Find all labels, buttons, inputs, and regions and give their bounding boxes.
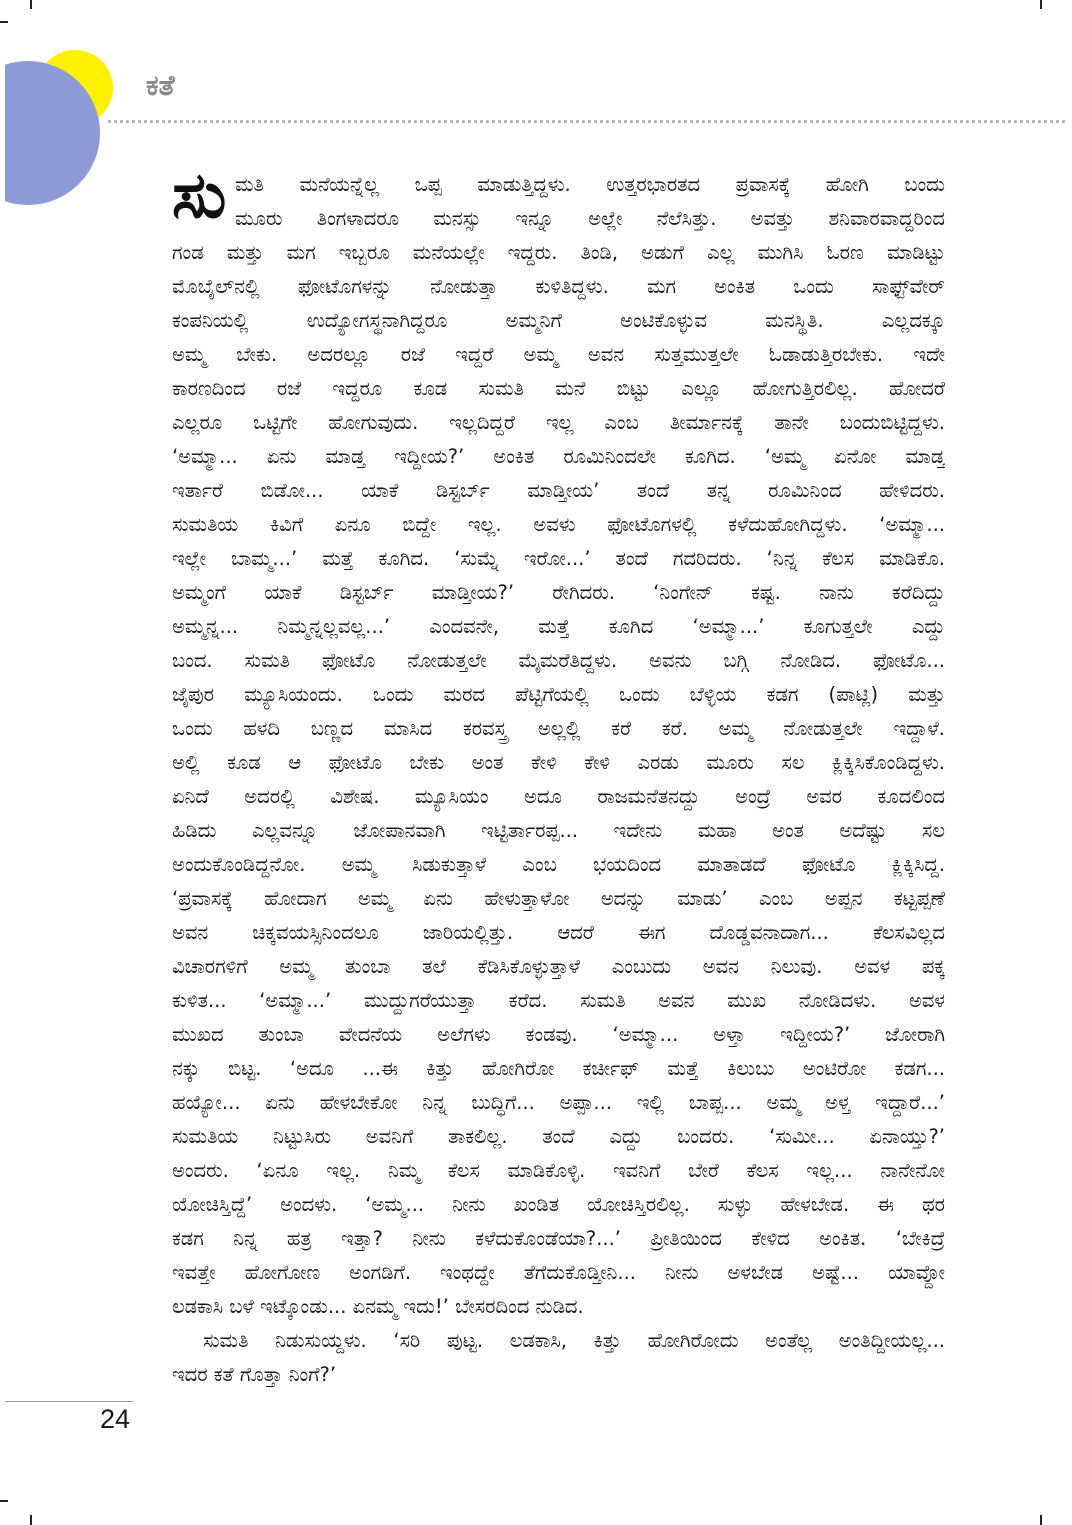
- story-text-line: ಎಲ್ಲರೂ ಒಟ್ಟಿಗೇ ಹೋಗುವುದು. ಇಲ್ಲದಿದ್ದರೆ ಇಲ್ಲ ಎಂಬ ತೀರ್ಮಾನಕ್ಕೆ ತಾನೇ ಬಂದುಬಿಟ್ಟಿದ್ದಳು.: [172, 411, 945, 434]
- crop-mark: [30, 1515, 32, 1525]
- story-text-line: ವಿಚಾರಗಳಿಗೆ ಅಮ್ಮ ತುಂಬಾ ತಲೆ ಕೆಡಿಸಿಕೊಳ್ಳುತ್ತಾಳೆ ಎಂಬುದು ಅವನ ನಿಲುವು. ಅವಳ ಪಕ್ಕ: [172, 955, 945, 978]
- story-text-line: ‘ಪ್ರವಾಸಕ್ಕೆ ಹೋದಾಗ ಅಮ್ಮ ಏನು ಹೇಳುತ್ತಾಳೋ ಅದನ್ನು ಮಾಡು’ ಎಂಬ ಅಪ್ಪನ ಕಟ್ಟಪ್ಪಣೆ: [172, 887, 945, 910]
- story-body: [172, 159, 945, 1392]
- story-text-line: ಇಲ್ಲೇ ಬಾಮ್ಮ...’ ಮತ್ತೆ ಕೂಗಿದ. ‘ಸುಮ್ನೆ ಇರೋ...’ ತಂದೆ ಗದರಿದರು. ‘ನಿನ್ನ ಕೆಲಸ ಮಾಡಿಕೊ.: [172, 547, 945, 570]
- story-text-line: ಸುಮತಿಯ ನಿಟ್ಟುಸಿರು ಅವನಿಗೆ ತಾಕಲಿಲ್ಲ. ತಂದೆ ಎದ್ದು ಬಂದರು. ‘ಸುಮೀ... ಏನಾಯ್ತು?’: [172, 1125, 945, 1148]
- story-text-line: ಜೈಪುರ ಮ್ಯೂಸಿಯಂದು. ಒಂದು ಮರದ ಪೆಟ್ಟಿಗೆಯಲ್ಲಿ ಒಂದು ಬೆಳ್ಳಿಯ ಕಡಗ (ಪಾಟ್ಲಿ) ಮತ್ತು: [172, 683, 945, 706]
- dotted-divider: [108, 120, 1065, 123]
- story-text-line: ಹಯ್ಯೋ... ಏನು ಹೇಳಬೇಕೋ ನಿನ್ನ ಬುದ್ಧಿಗೆ... ಅಪ್ಪಾ... ಇಲ್ಲಿ ಬಾಪ್ಪ... ಅಮ್ಮ ಅಳ್ತ ಇದ್ದಾರೆ...’: [172, 1091, 945, 1114]
- story-text-line: ಅಮ್ಮನ್ನ... ನಿಮ್ಮನ್ನಲ್ಲವಲ್ಲ...’ ಎಂದವನೇ, ಮತ್ತೆ ಕೂಗಿದ ‘ಅಮ್ಮಾ...’ ಕೂಗುತ್ತಲೇ ಎದ್ದು: [172, 615, 945, 638]
- story-text-line: ಒಂದು ಹಳದಿ ಬಣ್ಣದ ಮಾಸಿದ ಕರವಸ್ತ್ರ ಅಲ್ಲಲ್ಲಿ ಕರೆ ಕರೆ. ಅಮ್ಮ ನೋಡುತ್ತಲೇ ಇದ್ದಾಳೆ.: [172, 717, 945, 740]
- story-text-line: ಅಂದರು. ‘ಏನೂ ಇಲ್ಲ. ನಿಮ್ಮ ಕೆಲಸ ಮಾಡಿಕೊಳ್ಳಿ. ಇವನಿಗೆ ಬೇರೆ ಕೆಲಸ ಇಲ್ಲ... ನಾನೇನೋ: [172, 1159, 945, 1182]
- story-text-line: ಅಲ್ಲಿ ಕೂಡ ಆ ಫೋಟೊ ಬೇಕು ಅಂತ ಕೇಳಿ ಕೇಳಿ ಎರಡು ಮೂರು ಸಲ ಕ್ಲಿಕ್ಕಿಸಿಕೊಂಡಿದ್ದಳು.: [172, 751, 945, 774]
- story-text-line: ಅಂದುಕೊಂಡಿದ್ದನೋ. ಅಮ್ಮ ಸಿಡುಕುತ್ತಾಳೆ ಎಂಬ ಭಯದಿಂದ ಮಾತಾಡದೆ ಫೋಟೊ ಕ್ಲಿಕ್ಕಿಸಿದ್ದ.: [172, 853, 945, 876]
- story-text-line: ಕುಳಿತ... ‘ಅಮ್ಮಾ...’ ಮುದ್ದುಗರೆಯುತ್ತಾ ಕರೆದ. ಸುಮತಿ ಅವನ ಮುಖ ನೋಡಿದಳು. ಅವಳ: [172, 989, 945, 1012]
- story-text-line: ಕಡಗ ನಿನ್ನ ಹತ್ರ ಇತ್ತಾ? ನೀನು ಕಳೆದುಕೊಂಡೆಯಾ?...’ ಪ್ರೀತಿಯಿಂದ ಕೇಳಿದ ಅಂಕಿತ. ‘ಬೇಕಿದ್ರೆ: [172, 1227, 945, 1250]
- story-text-line: ಸುಮತಿ ನಿಡುಸುಯ್ದಳು. ‘ಸರಿ ಪುಟ್ಟ. ಲಡಕಾಸಿ, ಕಿತ್ತು ಹೋಗಿರೋದು ಅಂತೆಲ್ಲ ಅಂತಿದ್ದೀಯಲ್ಲ...: [203, 1329, 945, 1352]
- story-text-line: ಅವನ ಚಿಕ್ಕವಯಸ್ಸಿನಿಂದಲೂ ಜಾರಿಯಲ್ಲಿತ್ತು. ಆದರೆ ಈಗ ದೊಡ್ಡವನಾದಾಗ... ಕೆಲಸವಿಲ್ಲದ: [172, 921, 945, 944]
- story-text-line: ಲಡಕಾಸಿ ಬಳೆ ಇಟ್ಕೊಂಡು... ಏನಮ್ಮ ಇದು!’ ಬೇಸರದಿಂದ ನುಡಿದ.: [172, 1295, 584, 1318]
- story-text-line: ಇದರ ಕತೆ ಗೊತ್ತಾ ನಿಂಗೆ?’: [172, 1363, 337, 1386]
- drop-cap: ಸು: [172, 159, 227, 233]
- story-text-line: ಮೂರು ತಿಂಗಳಾದರೂ ಮನಸ್ಸು ಇನ್ನೂ ಅಲ್ಲೇ ನೆಲೆಸಿತ್ತು. ಅವತ್ತು ಶನಿವಾರವಾದ್ದರಿಂದ: [235, 207, 945, 230]
- story-text-line: ಗಂಡ ಮತ್ತು ಮಗ ಇಬ್ಬರೂ ಮನೆಯಲ್ಲೇ ಇದ್ದರು. ತಿಂಡಿ, ಅಡುಗೆ ಎಲ್ಲ ಮುಗಿಸಿ ಓರಣ ಮಾಡಿಟ್ಟು: [172, 241, 945, 264]
- story-text-line: ಇವತ್ತೇ ಹೋಗೋಣ ಅಂಗಡಿಗೆ. ಇಂಥದ್ದೇ ತೆಗೆದುಕೊಡ್ತೀನಿ... ನೀನು ಅಳಬೇಡ ಅಷ್ಟೆ... ಯಾವ್ದೋ: [172, 1261, 945, 1284]
- story-text-line: ಸುಮತಿಯ ಕಿವಿಗೆ ಏನೂ ಬಿದ್ದೇ ಇಲ್ಲ. ಅವಳು ಫೋಟೊಗಳಲ್ಲಿ ಕಳೆದುಹೋಗಿದ್ದಳು. ‘ಅಮ್ಮಾ...: [172, 513, 945, 536]
- story-text-line: ಹಿಡಿದು ಎಲ್ಲವನ್ನೂ ಜೋಪಾನವಾಗಿ ಇಟ್ಟಿರ್ತಾರಪ್ಪ... ಇದೇನು ಮಹಾ ಅಂತ ಅದೆಷ್ಟು ಸಲ: [172, 819, 945, 842]
- story-text-line: ಏನಿದೆ ಅದರಲ್ಲಿ ವಿಶೇಷ. ಮ್ಯೂಸಿಯಂ ಅದೂ ರಾಜಮನೆತನದ್ದು ಅಂದ್ರೆ ಅವರ ಕೂದಲಿಂದ: [172, 785, 945, 808]
- story-text-line: ಬಂದ. ಸುಮತಿ ಫೋಟೊ ನೋಡುತ್ತಲೇ ಮೈಮರೆತಿದ್ದಳು. ಅವನು ಬಗ್ಗಿ ನೋಡಿದ. ಫೋಟೊ...: [172, 649, 945, 672]
- story-text-line: ಮೊಬೈಲ್‌ನಲ್ಲಿ ಫೋಟೊಗಳನ್ನು ನೋಡುತ್ತಾ ಕುಳಿತಿದ್ದಳು. ಮಗ ಅಂಕಿತ ಒಂದು ಸಾಫ್ಟ್‌ವೇರ್: [172, 275, 945, 298]
- footer-divider: [5, 1401, 133, 1402]
- crop-mark: [1040, 0, 1042, 9]
- story-text-line: ಮತಿ ಮನೆಯನ್ನೆಲ್ಲ ಒಪ್ಪ ಮಾಡುತ್ತಿದ್ದಳು. ಉತ್ತರಭಾರತದ ಪ್ರವಾಸಕ್ಕೆ ಹೋಗಿ ಬಂದು: [235, 173, 945, 196]
- crop-mark: [0, 1500, 8, 1502]
- crop-mark: [1040, 1515, 1042, 1525]
- story-text-line: ನಕ್ಕು ಬಿಟ್ಟ. ‘ಅದೂ ...ಈ ಕಿತ್ತು ಹೋಗಿರೋ ಕರ್ಚೀಫ್ ಮತ್ತೆ ಕಿಲುಬು ಅಂಟಿರೋ ಕಡಗ...: [172, 1057, 945, 1080]
- story-text-line: ‘ಅಮ್ಮಾ... ಏನು ಮಾಡ್ತ ಇದ್ದೀಯ?’ ಅಂಕಿತ ರೂಮಿನಿಂದಲೇ ಕೂಗಿದ. ‘ಅಮ್ಮ ಏನೋ ಮಾಡ್ತ: [172, 445, 945, 468]
- story-text-line: ಮುಖದ ತುಂಬಾ ವೇದನೆಯ ಅಲೆಗಳು ಕಂಡವು. ‘ಅಮ್ಮಾ... ಅಳ್ತಾ ಇದ್ದೀಯ?’ ಜೋರಾಗಿ: [172, 1023, 945, 1046]
- story-text-line: ಕಾರಣದಿಂದ ರಜೆ ಇದ್ದರೂ ಕೂಡ ಸುಮತಿ ಮನೆ ಬಿಟ್ಟು ಎಲ್ಲೂ ಹೋಗುತ್ತಿರಲಿಲ್ಲ. ಹೋದರೆ: [172, 377, 945, 400]
- page-number: 24: [100, 1404, 131, 1434]
- story-text-line: ಅಮ್ಮಂಗೆ ಯಾಕೆ ಡಿಸ್ಟರ್ಬ್ ಮಾಡ್ತೀಯ?’ ರೇಗಿದರು. ‘ನಿಂಗೇನ್ ಕಷ್ಟ. ನಾನು ಕರೆದಿದ್ದು: [172, 581, 945, 604]
- story-text-line: ಯೋಚಿಸ್ತಿದ್ದೆ’ ಅಂದಳು. ‘ಅಮ್ಮ... ನೀನು ಖಂಡಿತ ಯೋಚಿಸ್ತಿರಲಿಲ್ಲ. ಸುಳ್ಳು ಹೇಳಬೇಡ. ಈ ಥರ: [172, 1193, 945, 1216]
- story-text-line: ಇರ್ತಾರೆ ಬಿಡೋ... ಯಾಕೆ ಡಿಸ್ಟರ್ಬ್ ಮಾಡ್ತೀಯ’ ತಂದೆ ತನ್ನ ರೂಮಿನಿಂದ ಹೇಳಿದರು.: [172, 479, 945, 502]
- story-text-line: ಅಮ್ಮ ಬೇಕು. ಅದರಲ್ಲೂ ರಜೆ ಇದ್ದರೆ ಅಮ್ಮ ಅವನ ಸುತ್ತಮುತ್ತಲೇ ಓಡಾಡುತ್ತಿರಬೇಕು. ಇದೇ: [172, 343, 945, 366]
- story-text-line: ಕಂಪನಿಯಲ್ಲಿ ಉದ್ಯೋಗಸ್ಥನಾಗಿದ್ದರೂ ಅಮ್ಮನಿಗೆ ಅಂಟಿಕೊಳ್ಳುವ ಮನಸ್ಥಿತಿ. ಎಲ್ಲದಕ್ಕೂ: [172, 309, 945, 332]
- section-title: ಕತೆ: [146, 69, 175, 102]
